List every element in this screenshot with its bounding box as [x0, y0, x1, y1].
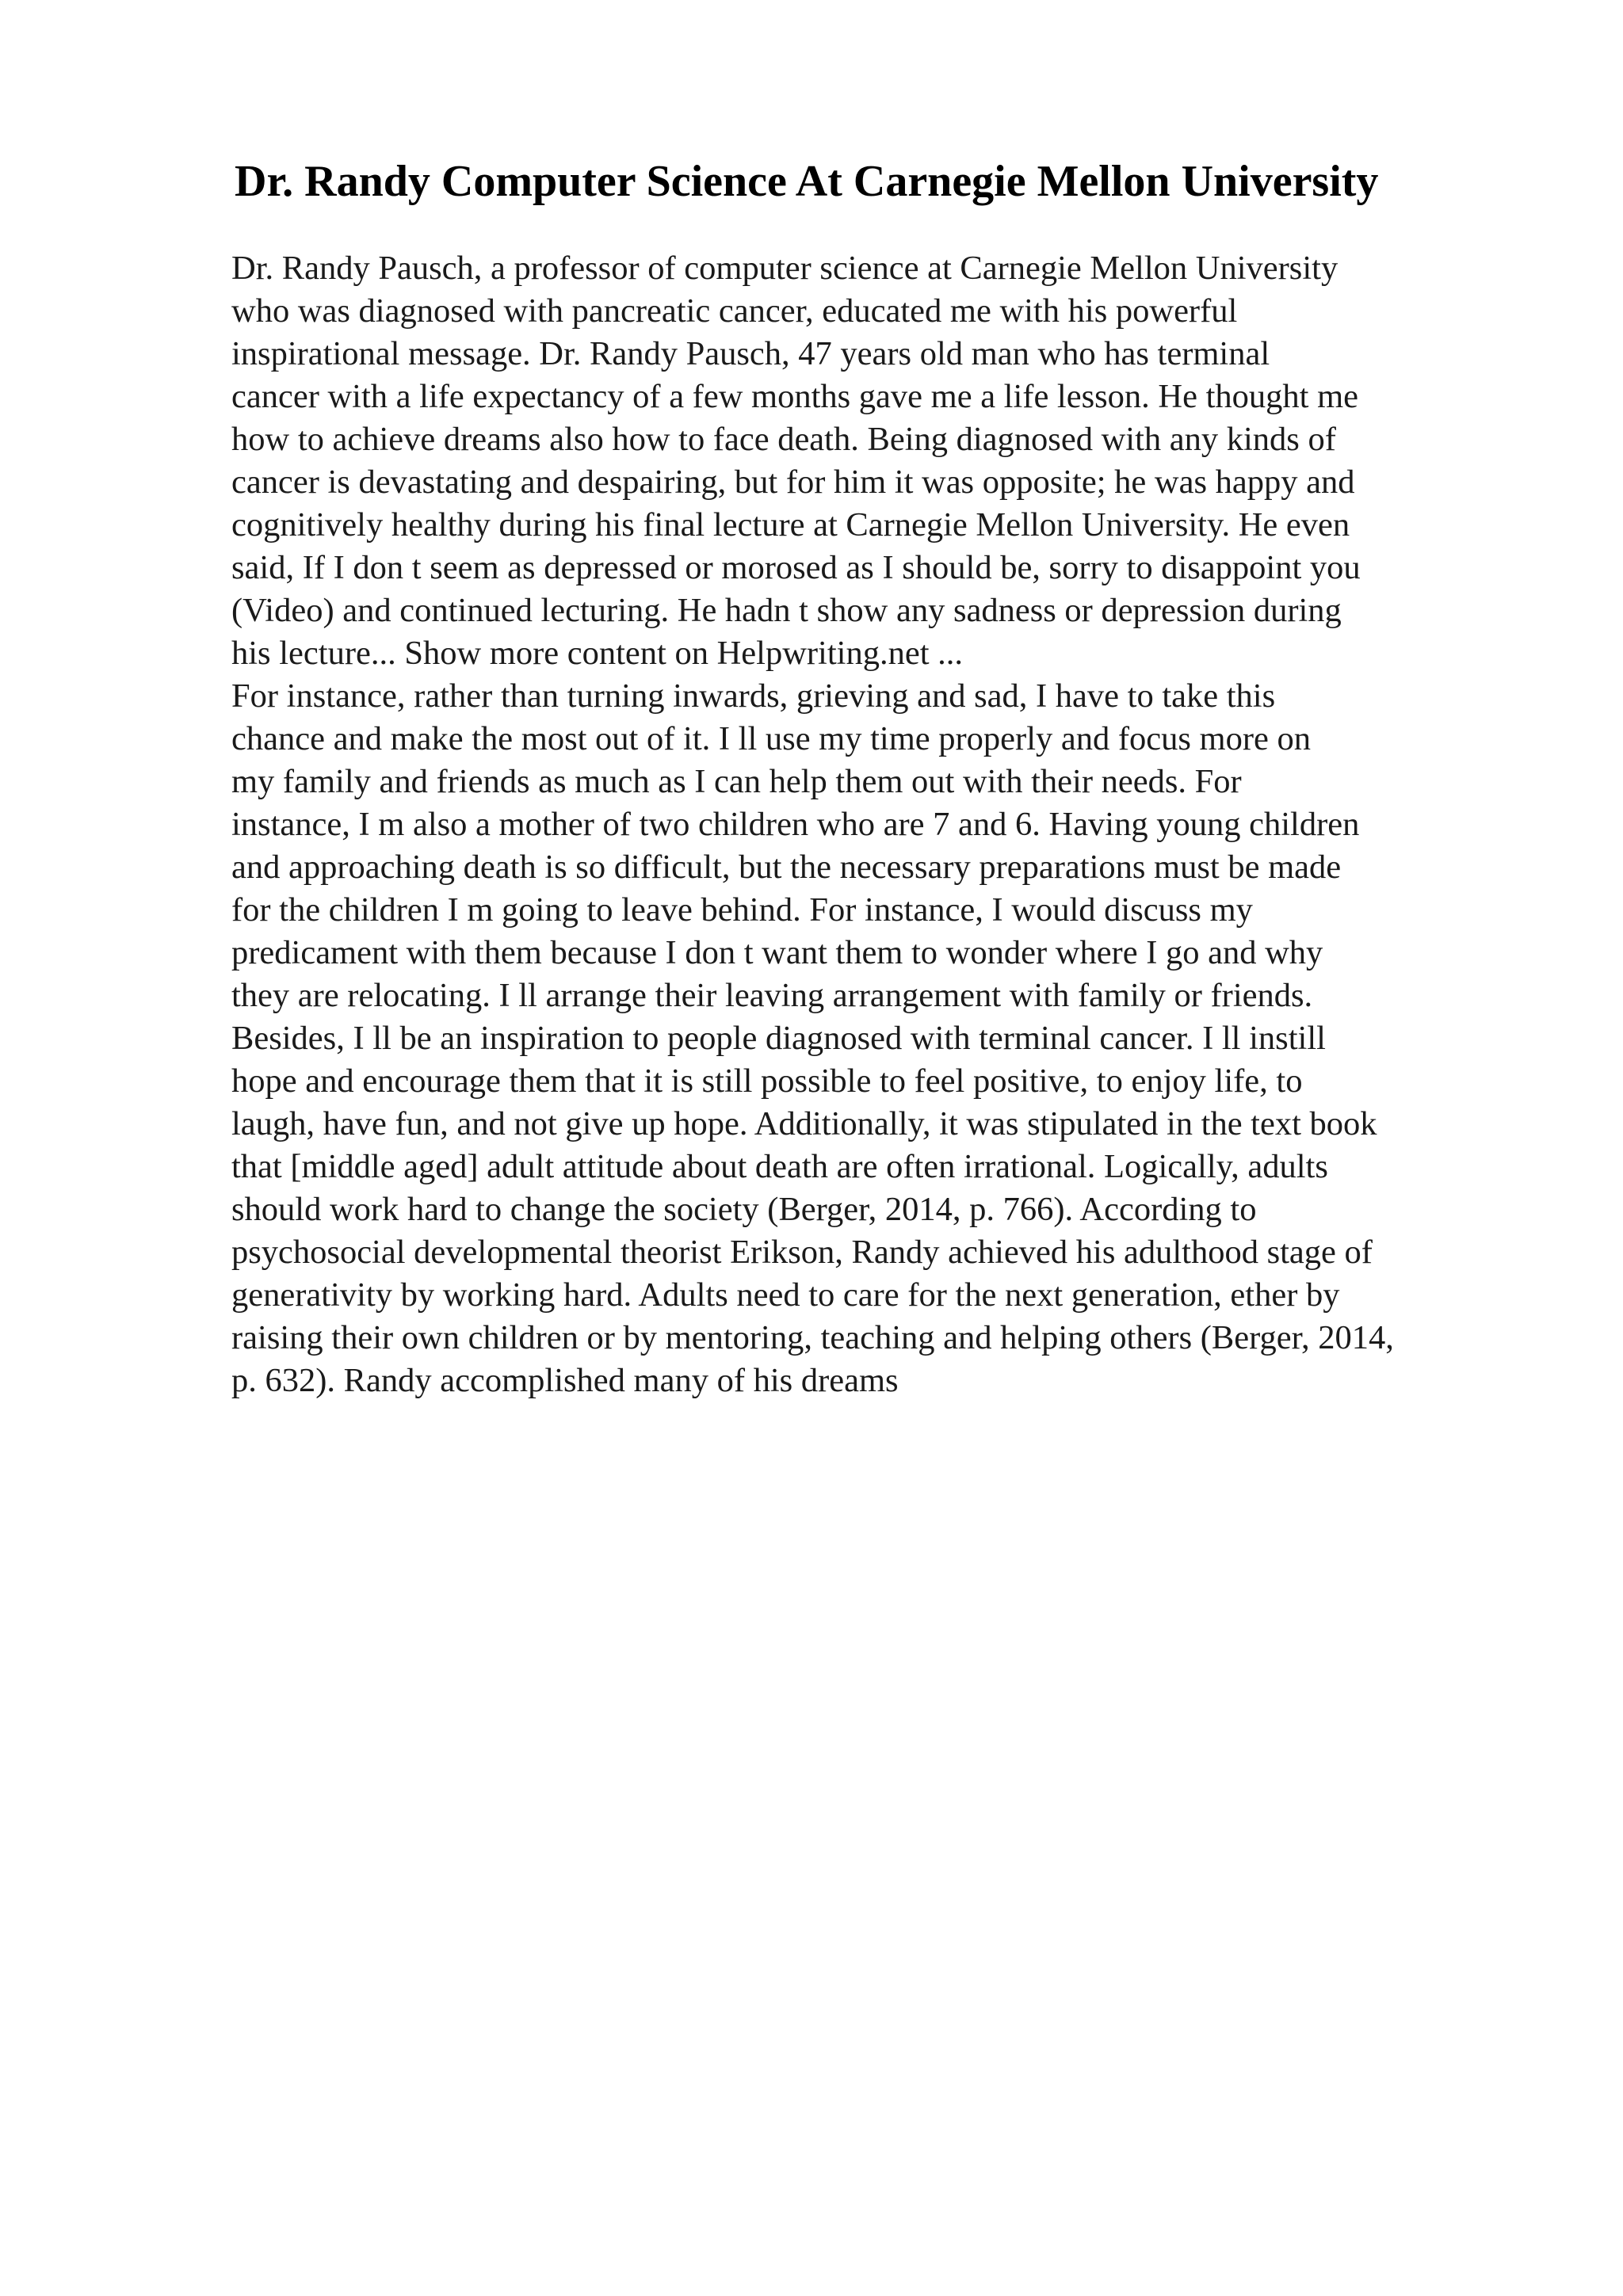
body-line: who was diagnosed with pancreatic cancer, educated me with his powerful: [231, 292, 1238, 330]
body-line: predicament with them because I don t want them to wonder where I go and why: [231, 934, 1323, 971]
body-line: raising their own children or by mentoring, teaching and helping others (Berger, 2014,: [231, 1319, 1394, 1356]
body-line: hope and encourage them that it is still possible to feel positive, to enjoy life, to: [231, 1062, 1303, 1100]
body-line: cancer is devastating and despairing, but for him it was opposite; he was happy and: [231, 463, 1355, 501]
body-line: cognitively healthy during his final lecture at Carnegie Mellon University. He even: [231, 506, 1350, 543]
body-line: psychosocial developmental theorist Erikson, Randy achieved his adulthood stage of: [231, 1234, 1373, 1271]
body-line: said, If I don t seem as depressed or morosed as I should be, sorry to disappoint you: [231, 549, 1361, 586]
document-body: [231, 247, 1547, 1402]
body-line: Besides, I ll be an inspiration to people diagnosed with terminal cancer. I ll instill: [231, 1020, 1326, 1057]
body-line: for the children I m going to leave behind. For instance, I would discuss my: [231, 891, 1253, 929]
body-line: his lecture... Show more content on Helpwriting.net ...: [231, 635, 964, 672]
body-line: Dr. Randy Pausch, a professor of computer science at Carnegie Mellon University: [231, 250, 1338, 287]
body-line: laugh, have fun, and not give up hope. Additionally, it was stipulated in the text book: [231, 1105, 1377, 1142]
body-line: p. 632). Randy accomplished many of his dreams: [231, 1362, 899, 1399]
body-line: that [middle aged] adult attitude about death are often irrational. Logically, adults: [231, 1148, 1328, 1185]
body-line: and approaching death is so difficult, but the necessary preparations must be made: [231, 849, 1342, 886]
document-title: Dr. Randy Computer Science At Carnegie Mellon University: [235, 157, 1379, 206]
body-line: inspirational message. Dr. Randy Pausch, 47 years old man who has terminal: [231, 335, 1270, 372]
body-line: my family and friends as much as I can help them out with their needs. For: [231, 763, 1242, 800]
body-line: cancer with a life expectancy of a few months gave me a life lesson. He thought me: [231, 378, 1359, 415]
body-line: For instance, rather than turning inwards, grieving and sad, I have to take this: [231, 677, 1276, 715]
body-line: how to achieve dreams also how to face death. Being diagnosed with any kinds of: [231, 421, 1336, 458]
body-line: (Video) and continued lecturing. He hadn t show any sadness or depression during: [231, 592, 1342, 629]
body-line: chance and make the most out of it. I ll use my time properly and focus more on: [231, 720, 1311, 757]
body-line: should work hard to change the society (Berger, 2014, p. 766). According to: [231, 1191, 1257, 1228]
body-line: instance, I m also a mother of two children who are 7 and 6. Having young children: [231, 806, 1360, 843]
body-line: they are relocating. I ll arrange their leaving arrangement with family or friends.: [231, 977, 1313, 1014]
body-line: generativity by working hard. Adults need to care for the next generation, ether by: [231, 1276, 1340, 1314]
